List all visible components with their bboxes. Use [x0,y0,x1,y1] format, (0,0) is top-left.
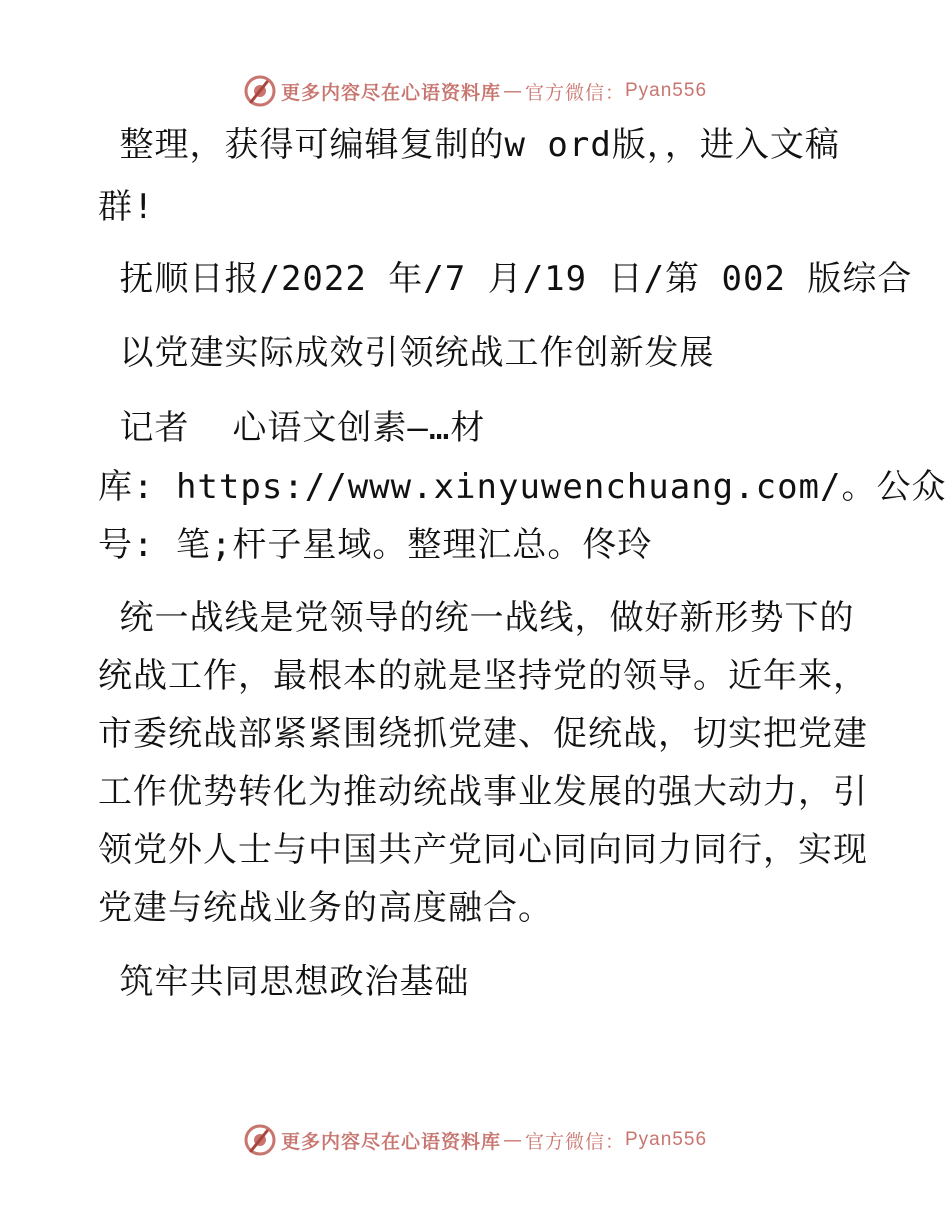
body-line: 整理，获得可编辑复制的w ord版，，进入文稿 [98,125,840,165]
paragraph-line: 统一战线是党领导的统一战线，做好新形势下的 [98,598,855,638]
footer-watermark-banner [0,1120,950,1160]
paragraph-line: 工作优势转化为推动统战事业发展的强大动力，引 [98,772,868,812]
banner-wechat-id: Pyan556 [625,1129,708,1150]
source-line: 抚顺日报/2022 年/7 月/19 日/第 002 版综合 [98,259,913,299]
byline: 记者 心语文创素—…材 [98,408,486,448]
pen-logo-icon [243,74,277,108]
banner-separator: — [502,1129,523,1151]
banner-wechat-id: Pyan556 [625,80,708,101]
byline: 库: https://www.xinyuwenchuang.com/。公众 [98,467,947,507]
section-heading: 筑牢共同思想政治基础 [98,962,470,1002]
banner-separator: — [502,80,523,102]
paragraph-line: 统战工作，最根本的就是坚持党的领导。近年来， [98,656,868,696]
paragraph-line: 党建与统战业务的高度融合。 [98,888,553,928]
byline: 号: 笔;杆子星域。整理汇总。佟玲 [98,525,653,565]
banner-wechat-label: 官方微信： [524,1130,625,1153]
pen-logo-icon [243,1123,277,1157]
article-title: 以党建实际成效引领统战工作创新发展 [98,333,715,373]
header-watermark-banner [0,71,950,111]
paragraph-line: 市委统战部紧紧围绕抓党建、促统战，切实把党建 [98,714,868,754]
body-line: 群! [98,187,155,227]
banner-slogan: 更多内容尽在心语资料库 [280,81,501,104]
paragraph-line: 领党外人士与中国共产党同心同向同力同行，实现 [98,830,868,870]
banner-slogan: 更多内容尽在心语资料库 [280,1130,501,1153]
banner-wechat-label: 官方微信： [524,81,625,104]
